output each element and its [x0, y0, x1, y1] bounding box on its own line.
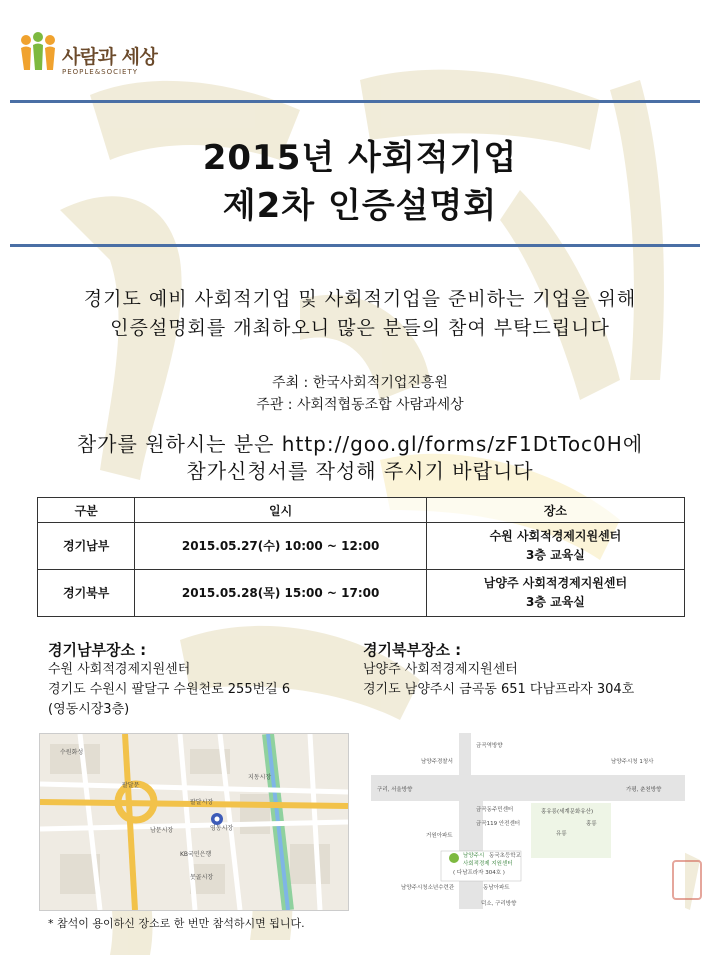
south-map-graphic — [40, 734, 348, 910]
page-title-line1: 2015년 사회적기업 — [202, 138, 518, 178]
page-title-line2: 제2차 인증설명회 — [222, 186, 498, 226]
attendance-note: * 참석이 용이하신 장소로 한 번만 참석하시면 됩니다. — [48, 917, 305, 930]
south-heading: 경기남부장소 : — [48, 641, 147, 659]
place-cell — [426, 523, 684, 570]
intro-line2: 인증설명회를 개최하오니 많은 분들의 참여 부탁드립니다 — [110, 317, 610, 339]
map-label: 동남아파트 — [483, 885, 510, 891]
north-location-map — [371, 733, 685, 909]
header-place: 장소 — [426, 498, 684, 523]
south-address: 경기도 수원시 팔달구 수원천로 255번길 6 — [48, 682, 291, 697]
map-label: 남양주시청 1청사 — [611, 759, 654, 765]
table-row — [38, 523, 685, 570]
place-name: 수원 사회적경제지원센터 — [489, 529, 622, 543]
map-label: KB국민은행 — [180, 851, 212, 858]
north-address-block — [363, 640, 634, 700]
map-label: 금곡역방향 — [476, 743, 503, 749]
logo-subtitle: PEOPLE&SOCIETY — [62, 68, 139, 76]
map-label: 사회적경제 지원센터 — [463, 861, 513, 867]
map-label: 지동시장 — [248, 774, 272, 781]
people-logo-icon — [16, 30, 60, 74]
map-label: 동국초등학교 — [489, 853, 521, 859]
map-label: 홍릉 — [586, 821, 597, 827]
bottom-divider — [10, 244, 700, 247]
map-label: 거원아파트 — [426, 833, 453, 839]
south-address-block — [48, 640, 290, 720]
host-text: 주최 : 한국사회적기업진흥원 — [272, 375, 448, 391]
datetime-cell: 2015.05.27(수) 10:00 ~ 12:00 — [135, 523, 427, 570]
map-label: 팔달문 — [122, 782, 140, 789]
north-heading: 경기북부장소 : — [363, 641, 462, 659]
table-header-row — [38, 498, 685, 523]
schedule-table — [37, 497, 685, 617]
place-cell — [426, 570, 684, 617]
map-label: 금곡119 안전센터 — [476, 821, 521, 827]
organization-logo — [16, 28, 176, 78]
north-address: 경기도 남양주시 금곡동 651 다남프라자 304호 — [363, 682, 635, 697]
map-label: 남문시장 — [150, 827, 174, 834]
map-label: 남양주시청소년수련관 — [401, 885, 455, 891]
map-label: 남양주시 — [463, 853, 485, 859]
place-room: 3층 교육실 — [525, 595, 585, 609]
map-label: 수원화성 — [60, 749, 84, 756]
map-label: 영동시장 — [210, 825, 234, 832]
north-map-graphic — [371, 733, 685, 909]
map-label: 가평, 춘천방향 — [626, 787, 662, 793]
header-datetime: 일시 — [135, 498, 427, 523]
table-row — [38, 570, 685, 617]
south-address-detail: (영동시장3층) — [48, 702, 130, 717]
map-label: 못골시장 — [190, 874, 214, 881]
place-room: 3층 교육실 — [525, 548, 585, 562]
top-divider — [10, 100, 700, 103]
region-cell: 경기남부 — [38, 523, 135, 570]
map-label: ( 다남프라자 304호 ) — [453, 870, 505, 876]
map-label: 구리, 서울방향 — [377, 787, 413, 793]
map-label: 남양주경찰서 — [421, 759, 453, 765]
map-label: 유릉 — [556, 831, 567, 837]
seal-stamp — [672, 860, 702, 900]
manager-text: 주관 : 사회적협동조합 사람과세상 — [256, 397, 464, 413]
logo-name: 사람과 세상 — [62, 46, 158, 68]
map-label: 팔달시장 — [190, 799, 214, 806]
intro-line1: 경기도 예비 사회적기업 및 사회적기업을 준비하는 기업을 위해 — [83, 288, 637, 310]
north-center-name: 남양주 사회적경제지원센터 — [363, 662, 518, 677]
apply-line2: 참가신청서를 작성해 주시기 바랍니다 — [186, 459, 534, 483]
map-label: 덕소, 구리방향 — [481, 901, 517, 907]
region-cell: 경기북부 — [38, 570, 135, 617]
south-location-map — [39, 733, 349, 911]
south-center-name: 수원 사회적경제지원센터 — [48, 662, 191, 677]
map-label: 금곡동주민센터 — [476, 807, 514, 813]
place-name: 남양주 사회적경제지원센터 — [483, 576, 628, 590]
datetime-cell: 2015.05.28(목) 15:00 ~ 17:00 — [135, 570, 427, 617]
header-region: 구분 — [38, 498, 135, 523]
map-label: 홍유릉(세계문화유산) — [541, 809, 594, 815]
apply-line1: 참가를 원하시는 분은 http://goo.gl/forms/zF1DtToc0H에 — [76, 432, 644, 456]
